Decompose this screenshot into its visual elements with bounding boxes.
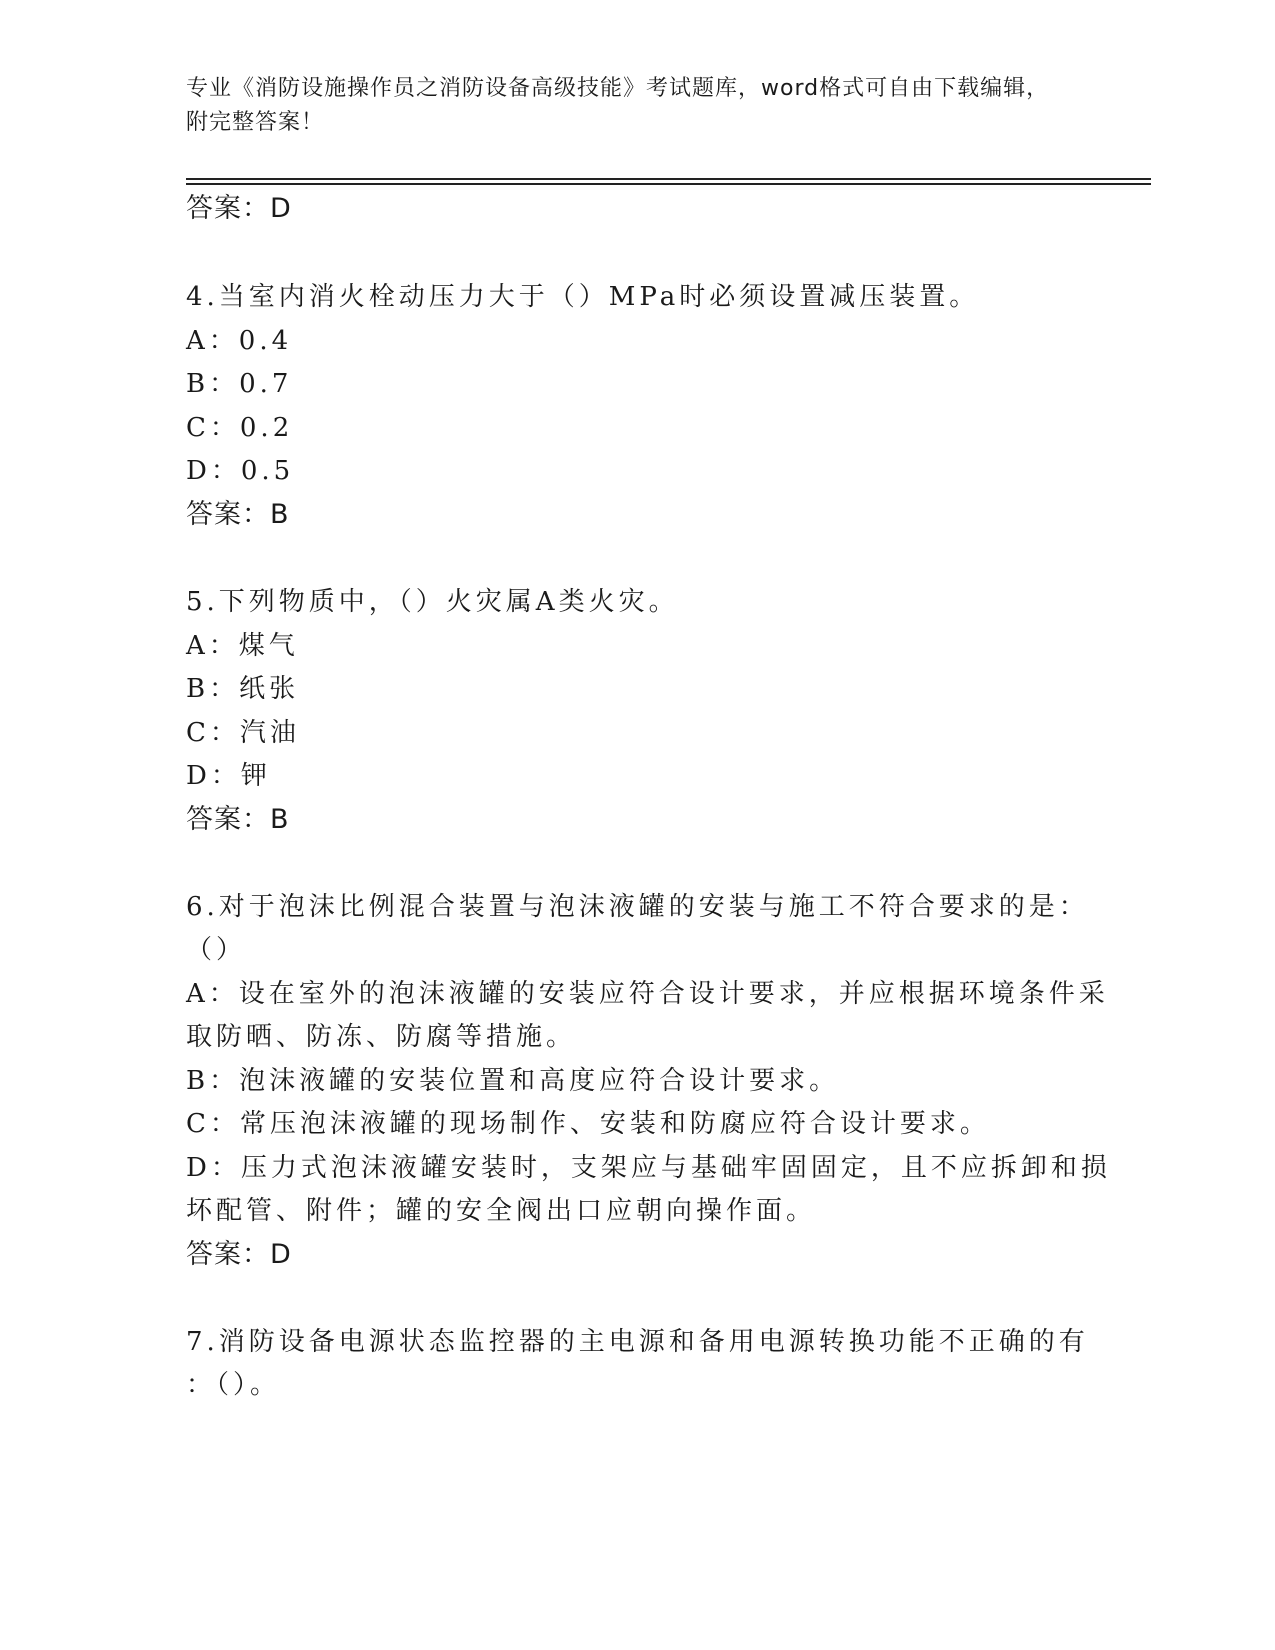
question-4-option-a: A：0.4 (186, 326, 293, 356)
header-divider-top (186, 178, 1151, 180)
question-5-option-d: D：钾 (186, 761, 271, 791)
question-7-title-line1: 7.消防设备电源状态监控器的主电源和备用电源转换功能不正确的有 (186, 1327, 1089, 1357)
answer-q6: 答案：D (186, 1239, 292, 1270)
question-5-title: 5.下列物质中，（）火灾属A类火灾。 (186, 587, 679, 617)
question-6-title-line1: 6.对于泡沫比例混合装置与泡沫液罐的安装与施工不符合要求的是： (186, 892, 1089, 922)
question-7-title-line2: ：（）。 (186, 1370, 281, 1400)
question-6-option-d-line2: 坏配管、附件；罐的安全阀出口应朝向操作面。 (186, 1196, 817, 1226)
answer-q5: 答案：B (186, 804, 290, 835)
question-6-option-a-line1: A：设在室外的泡沫液罐的安装应符合设计要求，并应根据环境条件采 (186, 979, 1109, 1009)
question-6-option-d-line1: D：压力式泡沫液罐安装时，支架应与基础牢固固定，且不应拆卸和损 (186, 1153, 1111, 1183)
question-6-title-line2: （） (186, 935, 247, 965)
header-divider-bottom (186, 183, 1151, 185)
answer-q3: 答案：D (186, 193, 292, 224)
question-6-option-b: B：泡沫液罐的安装位置和高度应符合设计要求。 (186, 1066, 840, 1096)
question-4-option-d: D：0.5 (186, 456, 295, 486)
question-4-option-b: B：0.7 (186, 369, 293, 399)
question-5-option-b: B：纸张 (186, 674, 300, 704)
question-4-option-c: C：0.2 (186, 413, 294, 443)
question-5-option-c: C：汽油 (186, 718, 300, 748)
answer-q4: 答案：B (186, 499, 290, 530)
question-6-option-a-line2: 取防晒、防冻、防腐等措施。 (186, 1022, 577, 1052)
question-6-option-c: C：常压泡沫液罐的现场制作、安装和防腐应符合设计要求。 (186, 1109, 990, 1139)
document-header: 专业《消防设施操作员之消防设备高级技能》考试题库，word格式可自由下载编辑，附完整答案！ (186, 76, 1050, 135)
question-4-title: 4.当室内消火栓动压力大于（）MPa时必须设置减压装置。 (186, 282, 980, 312)
question-5-option-a: A：煤气 (186, 631, 299, 661)
